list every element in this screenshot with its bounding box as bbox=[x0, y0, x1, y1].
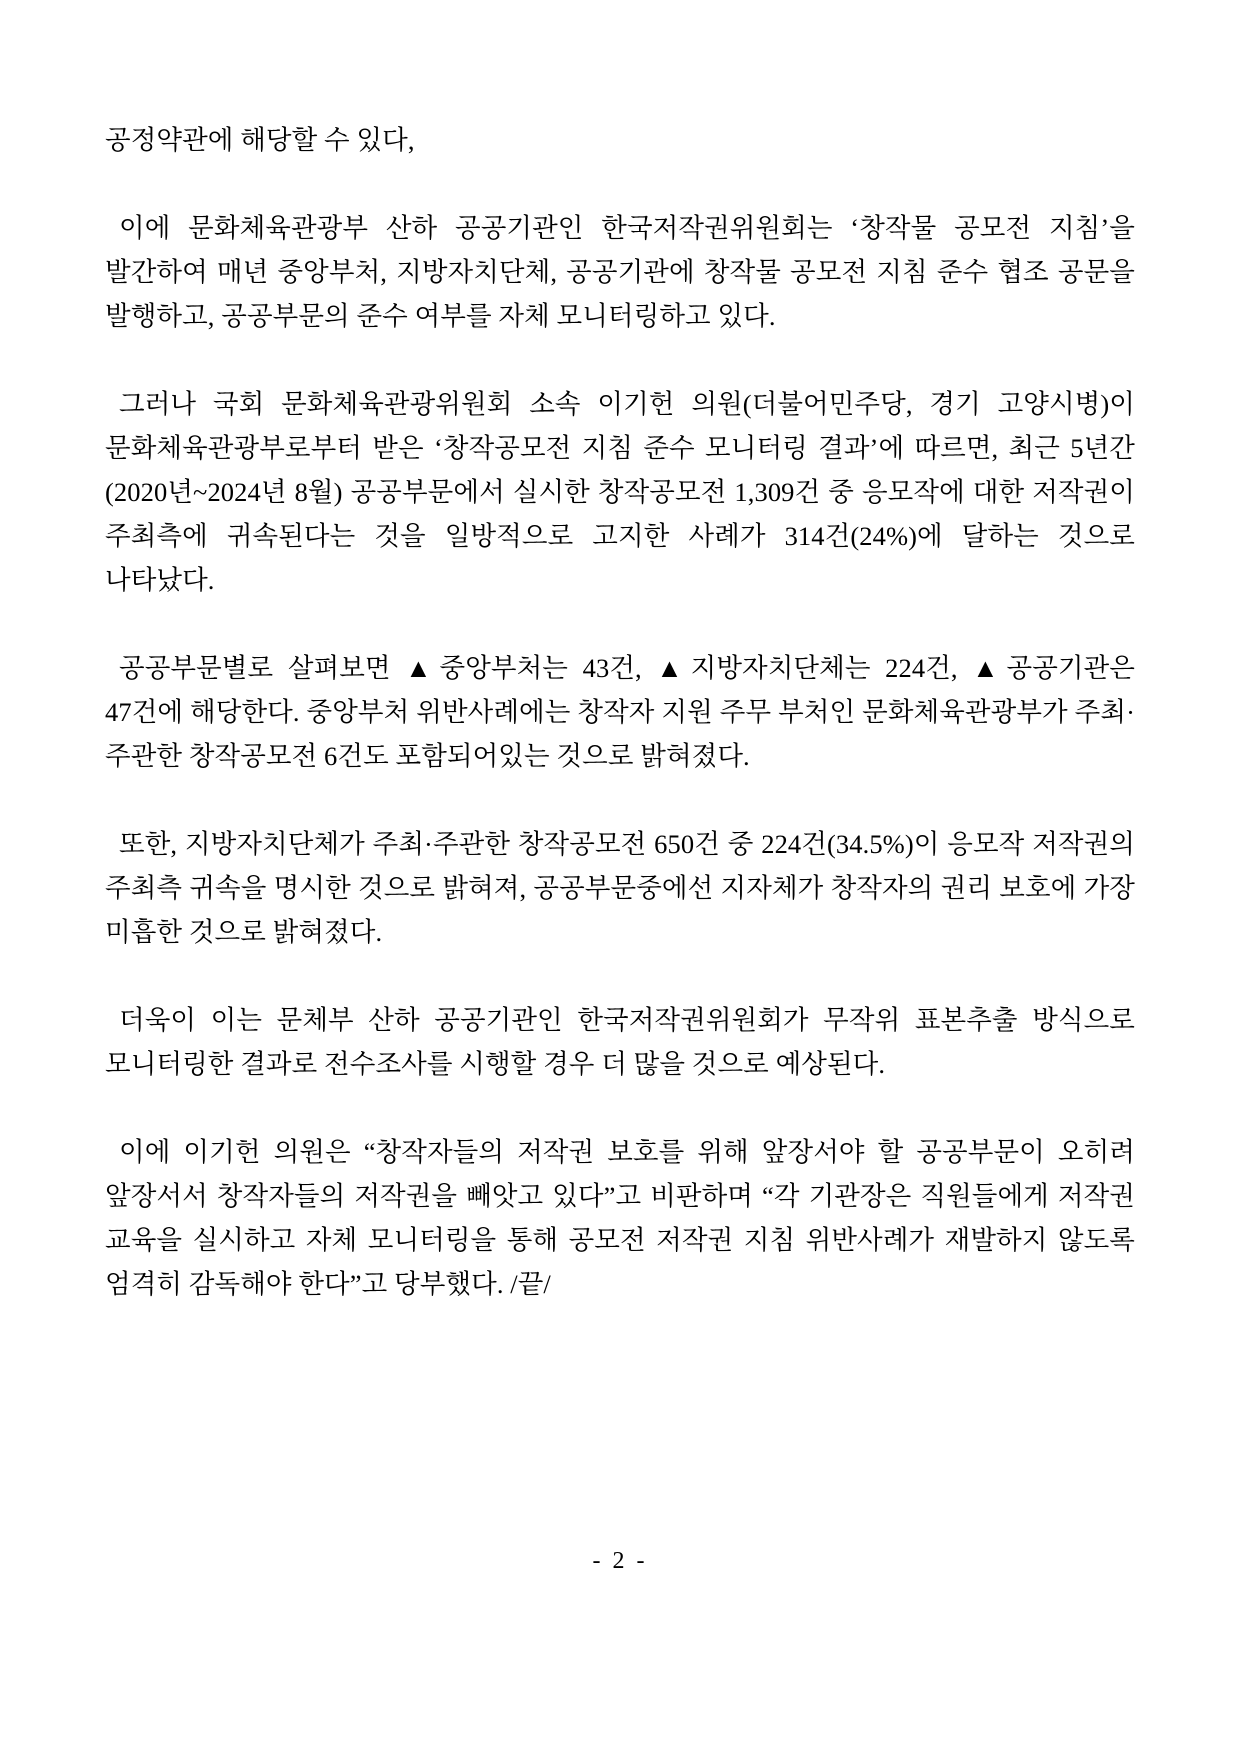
page-number: - 2 - bbox=[592, 1548, 648, 1574]
paragraph-3: 그러나 국회 문화체육관광위원회 소속 이기헌 의원(더불어민주당, 경기 고양시병)이 문화체육관광부로부터 받은 ‘창작공모전 지침 준수 모니터링 결과’에 따르면, 최근 5년간(2020년~2024년 8월) 공공부문에서 실시한 창작공모전 1,309건 중 응모작에 대한 저작권이 주최측에 귀속된다는 것을 일방적으로 고지한 사례가 314건(24%)에 달하는 것으로 나타났다. bbox=[105, 389, 1135, 595]
paragraph-4: 공공부문별로 살펴보면 ▲중앙부처는 43건, ▲지방자치단체는 224건, ▲공공기관은 47건에 해당한다. 중앙부처 위반사례에는 창작자 지원 주무 부처인 문화체육관광부가 주최·주관한 창작공모전 6건도 포함되어있는 것으로 밝혀졌다. bbox=[105, 653, 1135, 771]
paragraph-5: 또한, 지방자치단체가 주최·주관한 창작공모전 650건 중 224건(34.5%)이 응모작 저작권의 주최측 귀속을 명시한 것으로 밝혀져, 공공부문중에선 지자체가 창작자의 권리 보호에 가장 미흡한 것으로 밝혀졌다. bbox=[105, 829, 1135, 947]
document-body bbox=[105, 118, 1135, 1306]
paragraph-spacer bbox=[105, 602, 1135, 646]
paragraph-2: 이에 문화체육관광부 산하 공공기관인 한국저작권위원회는 ‘창작물 공모전 지침’을 발간하여 매년 중앙부처, 지방자치단체, 공공기관에 창작물 공모전 지침 준수 협조 공문을 발행하고, 공공부문의 준수 여부를 자체 모니터링하고 있다. bbox=[105, 213, 1135, 331]
paragraph-spacer bbox=[105, 954, 1135, 998]
paragraph-6: 더욱이 이는 문체부 산하 공공기관인 한국저작권위원회가 무작위 표본추출 방식으로 모니터링한 결과로 전수조사를 시행할 경우 더 많을 것으로 예상된다. bbox=[105, 1005, 1135, 1079]
paragraph-spacer bbox=[105, 338, 1135, 382]
paragraph-7: 이에 이기헌 의원은 “창작자들의 저작권 보호를 위해 앞장서야 할 공공부문이 오히려 앞장서서 창작자들의 저작권을 빼앗고 있다”고 비판하며 “각 기관장은 직원들에게 저작권 교육을 실시하고 자체 모니터링을 통해 공모전 저작권 지침 위반사례가 재발하지 않도록 엄격히 감독해야 한다”고 당부했다. /끝/ bbox=[105, 1137, 1135, 1299]
paragraph-spacer bbox=[105, 778, 1135, 822]
paragraph-spacer bbox=[105, 162, 1135, 206]
paragraph-spacer bbox=[105, 1086, 1135, 1130]
paragraph-1: 공정약관에 해당할 수 있다, bbox=[105, 125, 415, 155]
